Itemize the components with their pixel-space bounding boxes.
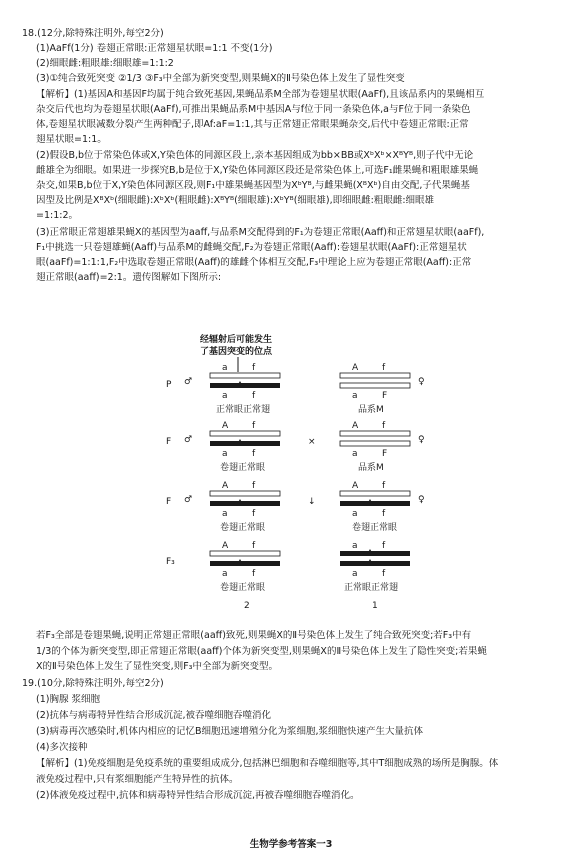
svg-text:a: a	[222, 509, 228, 519]
svg-text:A: A	[222, 541, 229, 551]
q18-explanation-line: =1:1:2。	[36, 210, 78, 221]
q19-answer-1: (1)胸腺 浆细胞	[36, 694, 100, 705]
svg-text:A: A	[222, 481, 229, 491]
svg-text:a: a	[222, 449, 228, 459]
q18-explanation-line: 体,卷翅星状眼减数分裂产生两种配子,即Af:aF=1:1,其与正常翅正常眼果蝇杂交,后代中卷翅正常眼:正常	[36, 119, 469, 130]
female-symbol: ♀	[418, 495, 425, 505]
svg-text:f: f	[252, 449, 256, 459]
svg-text:f: f	[252, 569, 256, 579]
svg-text:A: A	[222, 421, 229, 431]
svg-text:f: f	[252, 391, 256, 401]
svg-text:f: f	[252, 421, 256, 431]
svg-text:A: A	[352, 481, 359, 491]
svg-text:a: a	[352, 569, 358, 579]
q18-conclusion-line: 1/3的个体为新突变型,即正常翅正常眼(aaff)个体为新突变型,则果蝇X的Ⅱ号染色体上发生了隐性突变;若果蝇	[36, 646, 487, 657]
svg-text:f: f	[382, 569, 386, 579]
female-symbol: ♀	[418, 377, 425, 387]
male-symbol: ♂	[184, 495, 193, 505]
f1-left-label: 卷翅正常眼	[220, 463, 266, 473]
cross-symbol: ×	[308, 437, 316, 447]
q18-explanation-line: 杂交,如果B,b位于X,Y染色体同源区段,则F₁中雄果蝇基因型为XᵇYᴮ,与雌果蝇(XᴮXᵇ)自由交配,子代果蝇基	[36, 180, 470, 191]
cross-arrow: ↓	[308, 497, 316, 507]
svg-text:a: a	[222, 391, 228, 401]
q18-explanation-line: 眼(aaFf)=1:1:1,F₂中选取卷翅正常眼(Aaff)的雄雌个体相互交配,F₃中理论上应为卷翅正常眼(Aaff):正常	[36, 257, 472, 268]
svg-text:f: f	[252, 363, 256, 373]
chromosome-pair-f2-left	[210, 481, 280, 519]
chromosome-pair-p-left	[210, 363, 280, 401]
ratio-right: 1	[372, 601, 378, 611]
q18-conclusion-line: 若F₃全部是卷翅果蝇,说明正常翅正常眼(aaff)致死,则果蝇X的Ⅱ号染色体上发生了纯合致死突变;若F₃中有	[36, 630, 472, 641]
gen-label-f3: F₃	[166, 557, 175, 567]
svg-text:a: a	[222, 363, 228, 373]
mutation-note-line1: 经辐射后可能发生	[200, 335, 273, 345]
q18-explanation-line: 因型及比例是XᴮXᵇ(细眼雌):XᵇXᵇ(粗眼雌):XᴮYᴮ(细眼雄):XᵇYᴮ(细眼雄),即细眼雌:粗眼雌:细眼雄	[36, 195, 435, 206]
svg-text:f: f	[382, 509, 386, 519]
svg-text:F: F	[382, 449, 388, 459]
svg-text:A: A	[352, 421, 359, 431]
svg-text:a: a	[352, 449, 358, 459]
svg-text:A: A	[352, 363, 359, 373]
gen-label-p: P	[166, 380, 172, 390]
svg-text:a: a	[352, 509, 358, 519]
f2-right-label: 卷翅正常眼	[352, 523, 398, 533]
q18-explanation-line: 【解析】(1)基因A和基因F均属于纯合致死基因,果蝇品系M全部为卷翅星状眼(AaFf),且该品系内的果蝇相互	[36, 89, 485, 100]
q19-explanation-line: 液免疫过程中,只有浆细胞能产生特异性的抗体。	[36, 774, 239, 785]
gen-label-f1: F	[166, 437, 172, 447]
q19-answer-4: (4)多次接种	[36, 742, 88, 753]
q18-conclusion-line: X的Ⅱ号染色体上发生了显性突变,则F₃中全部为新突变型。	[36, 661, 278, 672]
mutation-note-line2: 了基因突变的位点	[200, 347, 273, 357]
genetic-cross-diagram	[160, 332, 440, 622]
page-footer: 生物学参考答案一3	[249, 839, 333, 850]
female-symbol: ♀	[418, 435, 425, 445]
q19-header: 19.(10分,除特殊注明外,每空2分)	[22, 678, 164, 689]
svg-text:f: f	[382, 421, 386, 431]
p-left-label: 正常眼正常翅	[216, 405, 271, 415]
chromosome-pair-f2-right	[340, 481, 410, 519]
q18-explanation-line: 翅正常眼(aaff)=2:1。遗传图解如下图所示:	[36, 272, 222, 283]
svg-text:a: a	[222, 569, 228, 579]
q19-answer-2: (2)抗体与病毒特异性结合形成沉淀,被吞噬细胞吞噬消化	[36, 710, 271, 721]
q18-header: 18.(12分,除特殊注明外,每空2分)	[22, 28, 164, 39]
q18-answer-2: (2)细眼雌:粗眼雄:细眼雄=1:1:2	[36, 58, 174, 69]
svg-text:a: a	[352, 391, 358, 401]
svg-text:f: f	[252, 509, 256, 519]
chromosome-pair-f1-left	[210, 421, 280, 459]
f2-left-label: 卷翅正常眼	[220, 523, 266, 533]
chromosome-pair-f3-right	[340, 541, 410, 579]
q18-explanation-line: 翅星状眼=1:1。	[36, 134, 107, 145]
svg-text:f: f	[382, 481, 386, 491]
f1-right-label: 品系M	[358, 463, 384, 473]
male-symbol: ♂	[184, 377, 193, 387]
chromosome-pair-f3-left	[210, 541, 280, 579]
ratio-left: 2	[244, 601, 250, 611]
q19-answer-3: (3)病毒再次感染时,机体内相应的记忆B细胞迅速增殖分化为浆细胞,浆细胞快速产生大量抗体	[36, 726, 424, 737]
q18-answer-3: (3)①纯合致死突变 ②1/3 ③F₃中全部为新突变型,则果蝇X的Ⅱ号染色体上发生了显性突变	[36, 73, 405, 84]
q18-answer-1: (1)AaFf(1分) 卷翅正常眼:正常翅星状眼=1:1 不变(1分)	[36, 43, 273, 54]
q19-explanation-line: 【解析】(1)免疫细胞是免疫系统的重要组成成分,包括淋巴细胞和吞噬细胞等,其中T细胞成熟的场所是胸腺。体	[36, 758, 499, 769]
male-symbol: ♂	[184, 435, 193, 445]
gen-label-f2: F	[166, 497, 172, 507]
svg-text:f: f	[382, 541, 386, 551]
svg-text:f: f	[252, 481, 256, 491]
q18-explanation-line: (3)正常眼正常翅雄果蝇X的基因型为aaff,与品系M交配得到的F₁为卷翅正常眼(Aaff)和正常翅星状眼(aaFf),	[36, 227, 485, 238]
q19-explanation-line: (2)体液免疫过程中,抗体和病毒特异性结合形成沉淀,再被吞噬细胞吞噬消化。	[36, 790, 360, 801]
chromosome-pair-f1-right	[340, 421, 410, 459]
f3-right-label: 正常眼正常翅	[344, 583, 399, 593]
svg-text:a: a	[352, 541, 358, 551]
q18-explanation-line: (2)假设B,b位于常染色体或X,Y染色体的同源区段上,亲本基因组成为bb×BB或XᵇXᵇ×XᴮYᴮ,则子代中无论	[36, 150, 474, 161]
q18-explanation-line: F₁中挑选一只卷翅雄蝇(Aaff)与品系M的雌蝇交配,F₂为卷翅正常眼(Aaff):卷翅星状眼(AaFf):正常翅星状	[36, 242, 467, 253]
q18-explanation-line: 杂交后代也均为卷翅星状眼(AaFf),可推出果蝇品系M中基因A与f位于同一条染色体,a与F位于同一条染色	[36, 104, 471, 115]
q18-explanation-line: 雌雄全为细眼。如果进一步探究B,b是位于X,Y染色体同源区段还是常染色体上,可选F₁雌果蝇和粗眼雄果蝇	[36, 165, 479, 176]
svg-text:f: f	[252, 541, 256, 551]
svg-text:f: f	[382, 363, 386, 373]
p-right-label: 品系M	[358, 405, 384, 415]
chromosome-pair-p-right	[340, 363, 410, 401]
f3-left-label: 卷翅正常眼	[220, 583, 266, 593]
svg-text:F: F	[382, 391, 388, 401]
